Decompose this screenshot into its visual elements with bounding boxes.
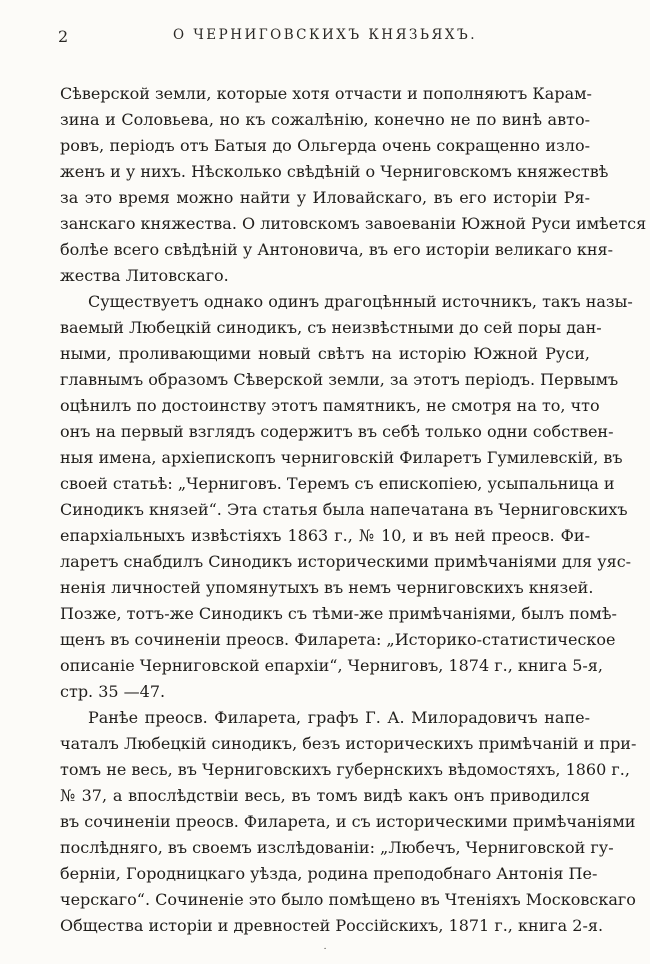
text-line: епархіальныхъ извѣстіяхъ 1863 г., № 10, и въ ней преосв. Фи- [60, 526, 590, 545]
text-line: за это время можно найти у Иловайскаго, въ его исторіи Ря- [60, 188, 590, 207]
text-line: № 37, а впослѣдствіи весь, въ томъ видѣ какъ онъ приводился [60, 786, 590, 805]
signature-mark: . [323, 942, 327, 952]
text-line: занскаго княжества. О литовскомъ завоеваніи Южной Руси имѣется [60, 214, 647, 233]
text-line: ларетъ снабдилъ Синодикъ историческими примѣчаніями для уяс- [60, 552, 632, 571]
text-line: ровъ, періодъ отъ Батыя до Ольгерда очень сокращенно изло- [60, 136, 590, 155]
text-line: ныя имена, архіепископъ черниговскій Филаретъ Гумилевскій, въ [60, 448, 623, 467]
text-line: онъ на первый взглядъ содержитъ въ себѣ только одни собствен- [60, 422, 614, 441]
body-text [60, 81, 647, 939]
paragraph [60, 289, 633, 705]
paragraph [60, 81, 647, 289]
text-line: главнымъ образомъ Сѣверской земли, за этотъ періодъ. Первымъ [60, 370, 619, 389]
text-line: Существуетъ однако одинъ драгоцѣнный источникъ, такъ назы- [88, 292, 633, 311]
text-line: Позже, тотъ-же Синодикъ съ тѣми-же примѣчаніями, былъ помѣ- [60, 604, 617, 623]
text-line: женъ и у нихъ. Нѣсколько свѣдѣній о Черниговскомъ княжествѣ [60, 162, 609, 181]
text-line: болѣе всего свѣдѣній у Антоновича, въ его исторіи великаго кня- [60, 240, 614, 259]
text-line: въ сочиненіи преосв. Филарета, и съ историческими примѣчаніями [60, 812, 636, 831]
page-title: О ЧЕРНИГОВСКИХЪ КНЯЗЬЯХЪ. [172, 27, 478, 43]
page-number: 2 [58, 27, 69, 46]
text-line: берніи, Городницкаго уѣзда, родина преподобнаго Антонія Пе- [60, 864, 598, 883]
text-line: зина и Соловьева, но къ сожалѣнію, конечно не по винѣ авто- [60, 110, 590, 129]
text-line: Общества исторіи и древностей Россійскихъ, 1871 г., книга 2-я. [60, 916, 604, 935]
text-line: оцѣнилъ по достоинству этотъ памятникъ, не смотря на то, что [60, 396, 600, 415]
text-line: чаталъ Любецкій синодикъ, безъ историческихъ примѣчаній и при- [60, 734, 637, 753]
text-line: Синодикъ князей“. Эта статья была напечатана въ Черниговскихъ [60, 500, 628, 519]
text-line: томъ не весь, въ Черниговскихъ губернскихъ вѣдомостяхъ, 1860 г., [60, 760, 630, 779]
text-line: описаніе Черниговской епархіи“, Черниговъ, 1874 г., книга 5-я, [60, 656, 603, 675]
text-line: черскаго“. Сочиненіе это было помѣщено въ Чтеніяхъ Московскаго [60, 890, 636, 909]
text-line: ными, проливающими новый свѣтъ на исторію Южной Руси, [60, 344, 590, 363]
text-line: ненія личностей упомянутыхъ въ немъ черниговскихъ князей. [60, 578, 594, 597]
text-line: жества Литовскаго. [60, 266, 229, 285]
text-line: стр. 35 —47. [60, 682, 166, 701]
text-line: щенъ въ сочиненіи преосв. Филарета: „Историко-статистическое [60, 630, 616, 649]
text-line: ваемый Любецкій синодикъ, съ неизвѣстными до сей поры дан- [60, 318, 602, 337]
running-head [0, 0, 650, 57]
text-line: Сѣверской земли, которые хотя отчасти и пополняютъ Карам- [60, 84, 592, 103]
text-line: послѣдняго, въ своемъ изслѣдованіи: „Любечъ, Черниговской гу- [60, 838, 614, 857]
paragraph [60, 705, 637, 939]
text-line: Ранѣе преосв. Филарета, графъ Г. А. Милорадовичъ напе- [88, 708, 590, 727]
text-line: своей статьѣ: „Черниговъ. Теремъ съ епископіею, усыпальница и [60, 474, 615, 493]
